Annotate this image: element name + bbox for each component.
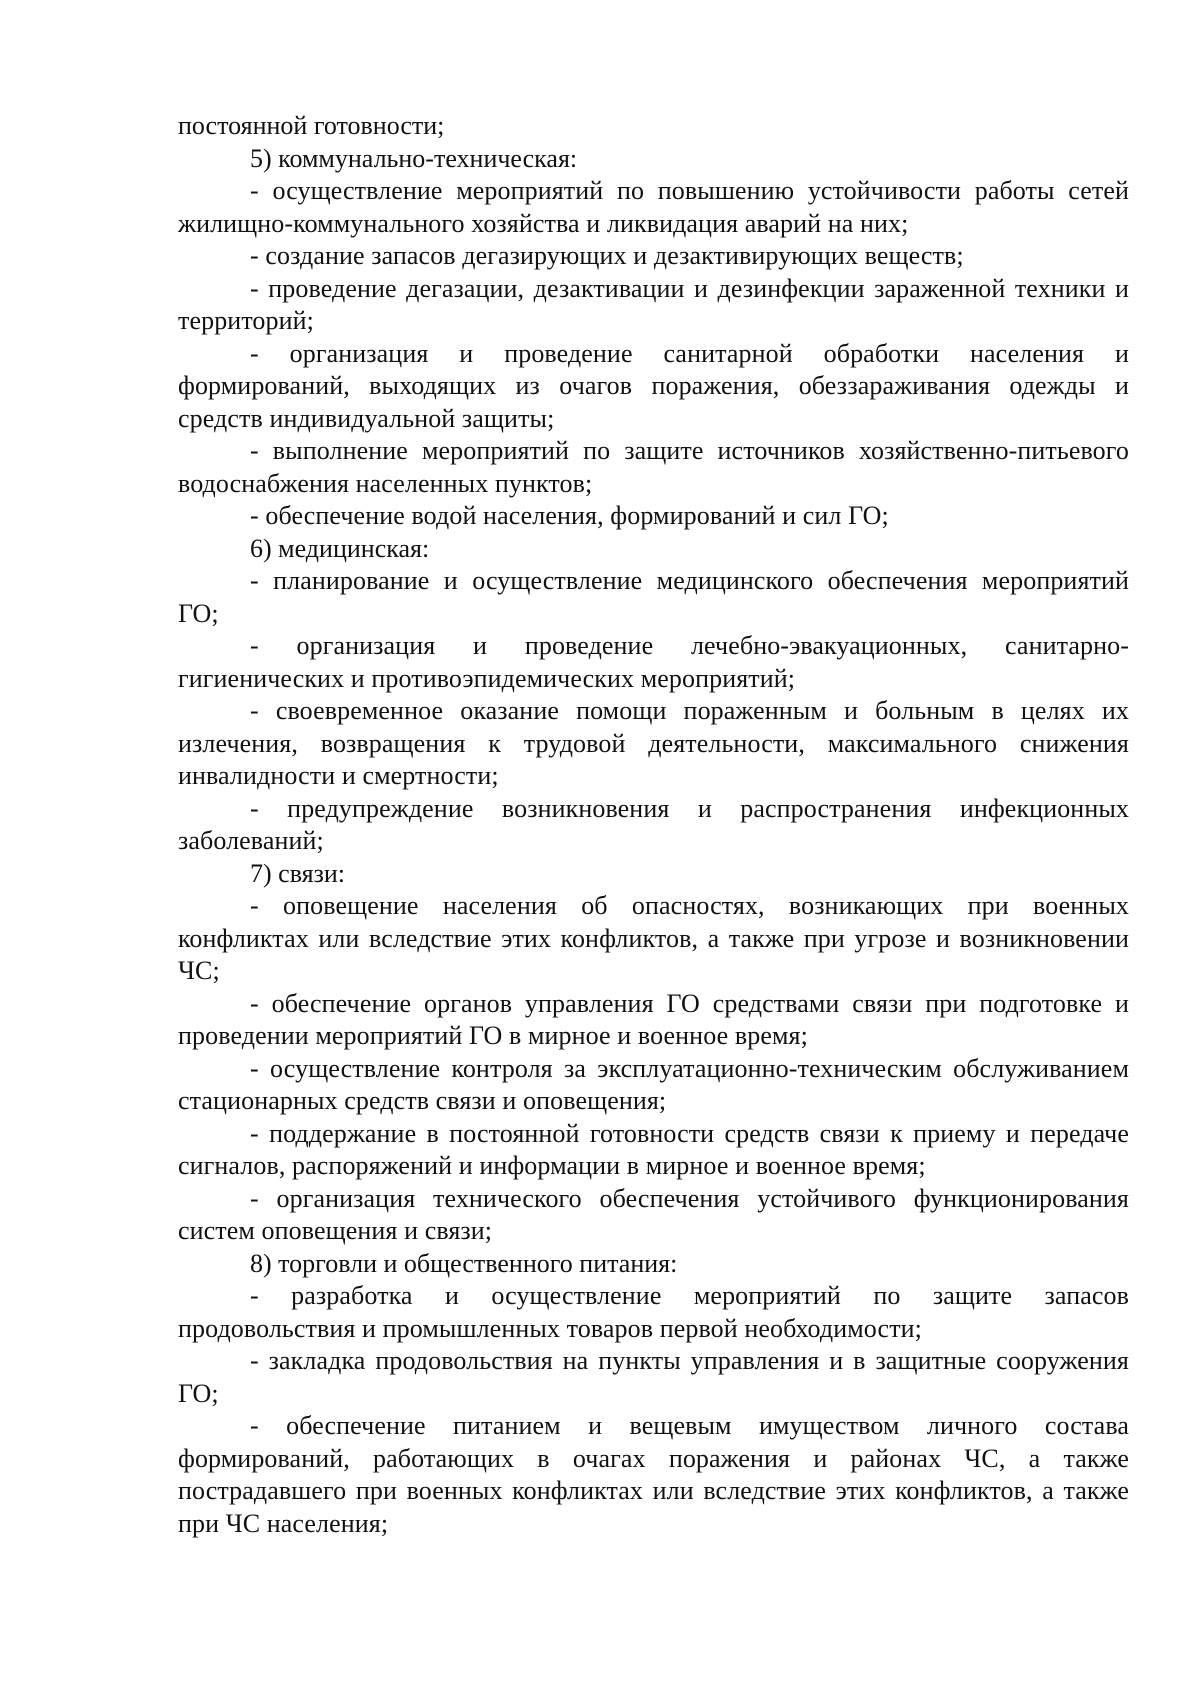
section-heading-communications: 7) связи:: [250, 858, 345, 888]
list-item: - осуществление мероприятий по повышению устойчивости работы сетей жилищно-коммунального хозяйства и ликвидация аварий на них;: [178, 176, 1129, 238]
list-item: - планирование и осуществление медицинского обеспечения мероприятий ГО;: [178, 566, 1129, 628]
list-item: - организация технического обеспечения устойчивого функционирования систем оповещения и связи;: [178, 1183, 1129, 1245]
list-item: - обеспечение водой населения, формирований и сил ГО;: [250, 501, 889, 530]
list-item: - закладка продовольствия на пункты управления и в защитные сооружения ГО;: [178, 1346, 1129, 1408]
list-item: - проведение дегазации, дезактивации и дезинфекции зараженной техники и территорий;: [178, 273, 1129, 335]
list-item: - обеспечение органов управления ГО средствами связи при подготовке и проведении мероприятий ГО в мирное и военное время;: [178, 988, 1129, 1050]
list-item: - создание запасов дегазирующих и дезактивирующих веществ;: [250, 241, 964, 270]
section-heading-communal: 5) коммунально-техническая:: [250, 143, 578, 173]
list-item: - осуществление контроля за эксплуатационно-техническим обслуживанием стационарных средств связи и оповещения;: [178, 1053, 1129, 1115]
paragraph-continuation: постоянной готовности;: [178, 111, 445, 140]
list-item: - обеспечение питанием и вещевым имуществом личного состава формирований, работающих в очагах поражения и районах ЧС, а также пострадавшего при военных конфликтах или вследствие этих конфликтов, а также при ЧС населения;: [178, 1411, 1129, 1538]
section-heading-trade: 8) торговли и общественного питания:: [250, 1248, 678, 1278]
list-item: - оповещение населения об опасностях, возникающих при военных конфликтах или вследствие этих конфликтов, а также при угрозе и возникновении ЧС;: [178, 891, 1129, 985]
list-item: - предупреждение возникновения и распространения инфекционных заболеваний;: [178, 793, 1129, 855]
document-page: [178, 110, 1129, 1540]
list-item: - выполнение мероприятий по защите источников хозяйственно-питьевого водоснабжения населенных пунктов;: [178, 436, 1129, 498]
list-item: - организация и проведение санитарной обработки населения и формирований, выходящих из очагов поражения, обеззараживания одежды и средств индивидуальной защиты;: [178, 338, 1129, 433]
section-heading-medical: 6) медицинская:: [250, 533, 430, 563]
list-item: - разработка и осуществление мероприятий по защите запасов продовольствия и промышленных товаров первой необходимости;: [178, 1281, 1129, 1343]
list-item: - своевременное оказание помощи пораженным и больным в целях их излечения, возвращения к трудовой деятельности, максимального снижения инвалидности и смертности;: [178, 696, 1129, 790]
list-item: - организация и проведение лечебно-эвакуационных, санитарно-гигиенических и противоэпидемических мероприятий;: [178, 631, 1129, 693]
list-item: - поддержание в постоянной готовности средств связи к приему и передаче сигналов, распоряжений и информации в мирное и военное время;: [178, 1118, 1129, 1180]
